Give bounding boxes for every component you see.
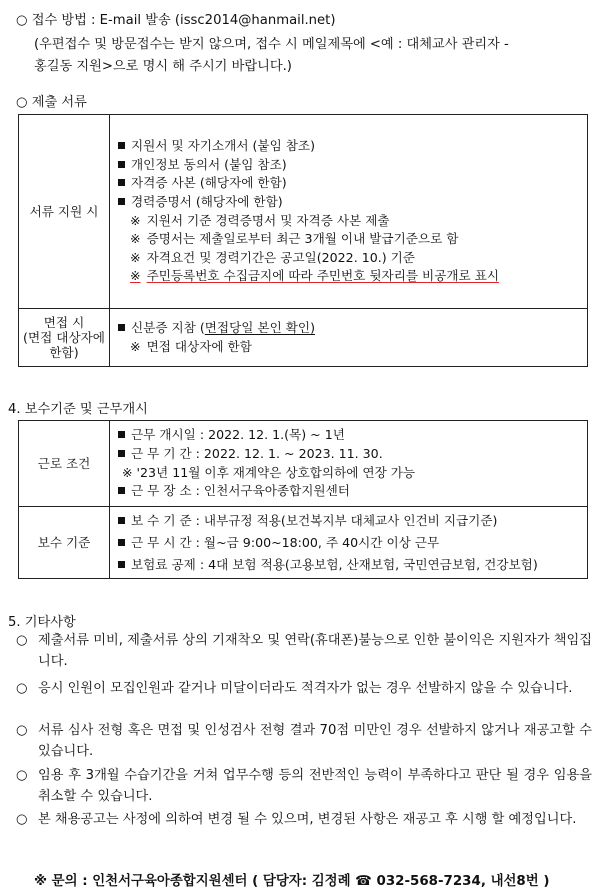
circle-bullet-icon: ○ xyxy=(16,768,28,783)
list-item: 근 무 시 간 : 월~금 9:00~18:00, 주 40시간 이상 근무 xyxy=(118,532,587,554)
other-item-1: ○ 제출서류 미비, 제출서류 상의 기재착오 및 연락(휴대폰)불능으로 인한 불이익은 지원자가 책임집니다. xyxy=(18,630,592,672)
square-bullet-icon xyxy=(118,517,125,524)
square-bullet-icon xyxy=(118,324,125,331)
square-bullet-icon xyxy=(118,487,125,494)
documents-written-cell xyxy=(110,115,588,309)
other-item-3: ○ 서류 심사 전형 혹은 면접 및 인성검사 전형 결과 70점 미만인 경우 선발하지 않거나 재공고할 수 있습니다. xyxy=(18,720,592,762)
note-item: ※ 면접 대상자에 한함 xyxy=(130,338,252,354)
square-bullet-icon xyxy=(118,198,125,205)
pay-label-conditions: 근로 조건 xyxy=(19,421,110,507)
submission-method: ○ 접수 방법 : E-mail 발송 (issc2014@hanmail.net) xyxy=(16,13,336,28)
note-item: ※ '23년 11월 이후 재계약은 상호합의하에 연장 가능 xyxy=(122,464,416,480)
documents-heading: ○ 제출 서류 xyxy=(16,95,87,110)
list-item: 개인정보 동의서 (붙임 참조) xyxy=(118,156,587,175)
square-bullet-icon xyxy=(118,142,125,149)
contact-footer: ※ 문의 : 인천서구육아종합지원센터 ( 담당자: 김정례 ☎ 032-568-7234, 내선8번 ) xyxy=(34,874,550,889)
documents-label-interview: 면접 시 (면접 대상자에 한함) xyxy=(19,309,110,367)
circle-bullet-icon: ○ xyxy=(16,723,28,738)
other-item-4: ○ 임용 후 3개월 수습기간을 거쳐 업무수행 등의 전반적인 능력이 부족하다고 판단 될 경우 임용을 취소할 수 있습니다. xyxy=(18,765,592,807)
pay-conditions-cell xyxy=(110,421,588,507)
list-item: 자격증 사본 (해당자에 한함) xyxy=(118,174,587,193)
list-item: 근 무 장 소 : 인천서구육아종합지원센터 xyxy=(118,482,587,501)
documents-table xyxy=(18,114,588,367)
note-item-highlighted: ※ 주민등록번호 수집금지에 따라 주민번호 뒷자리를 비공개로 표시 xyxy=(130,268,500,284)
square-bullet-icon xyxy=(118,450,125,457)
list-item: 보 수 기 준 : 내부규정 적용(보건복지부 대체교사 인건비 지급기준) xyxy=(118,510,587,532)
square-bullet-icon xyxy=(118,179,125,186)
note-item: ※ 증명서는 제출일로부터 최근 3개월 이내 발급기준으로 함 xyxy=(130,231,459,247)
documents-label-written: 서류 지원 시 xyxy=(19,115,110,309)
square-bullet-icon xyxy=(118,161,125,168)
pay-standard-cell xyxy=(110,507,588,579)
pay-heading: 4. 보수기준 및 근무개시 xyxy=(8,402,148,417)
circle-bullet-icon: ○ xyxy=(16,633,28,648)
note-item: ※ 자격요건 및 경력기간은 공고일(2022. 10.) 기준 xyxy=(130,249,415,265)
pay-table xyxy=(18,420,588,579)
other-item-2: ○ 응시 인원이 모집인원과 같거나 미달이더라도 적격자가 없는 경우 선발하지 않을 수 있습니다. xyxy=(18,678,592,699)
square-bullet-icon xyxy=(118,539,125,546)
submission-note-line2: 홍길동 지원>으로 명시 해 주시기 바랍니다.) xyxy=(34,59,292,74)
square-bullet-icon xyxy=(118,431,125,438)
list-item: 보험료 공제 : 4대 보험 적용(고용보험, 산재보험, 국민연금보험, 건강보험) xyxy=(118,554,587,576)
submission-note-line1: (우편접수 및 방문접수는 받지 않으며, 접수 시 메일제목에 <예 : 대체교사 관리자 - xyxy=(34,37,509,52)
list-item: 근무 개시일 : 2022. 12. 1.(목) ~ 1년 xyxy=(118,426,587,445)
note-item: ※ 지원서 기준 경력증명서 및 자격증 사본 제출 xyxy=(130,212,390,228)
pay-label-standard: 보수 기준 xyxy=(19,507,110,579)
other-item-5: ○ 본 채용공고는 사정에 의하여 변경 될 수 있으며, 변경된 사항은 재공고 후 시행 할 예정입니다. xyxy=(18,809,592,830)
list-item: 근 무 기 간 : 2022. 12. 1. ~ 2023. 11. 30. xyxy=(118,445,587,464)
square-bullet-icon xyxy=(118,561,125,568)
list-item: 지원서 및 자기소개서 (붙임 참조) xyxy=(118,137,587,156)
list-item: 신분증 지참 (면접당일 본인 확인) xyxy=(118,319,587,338)
list-item: 경력증명서 (해당자에 한함) xyxy=(118,193,587,212)
circle-bullet-icon: ○ xyxy=(16,812,28,827)
other-heading: 5. 기타사항 xyxy=(8,615,76,630)
circle-bullet-icon: ○ xyxy=(16,681,28,696)
documents-interview-cell xyxy=(110,309,588,367)
